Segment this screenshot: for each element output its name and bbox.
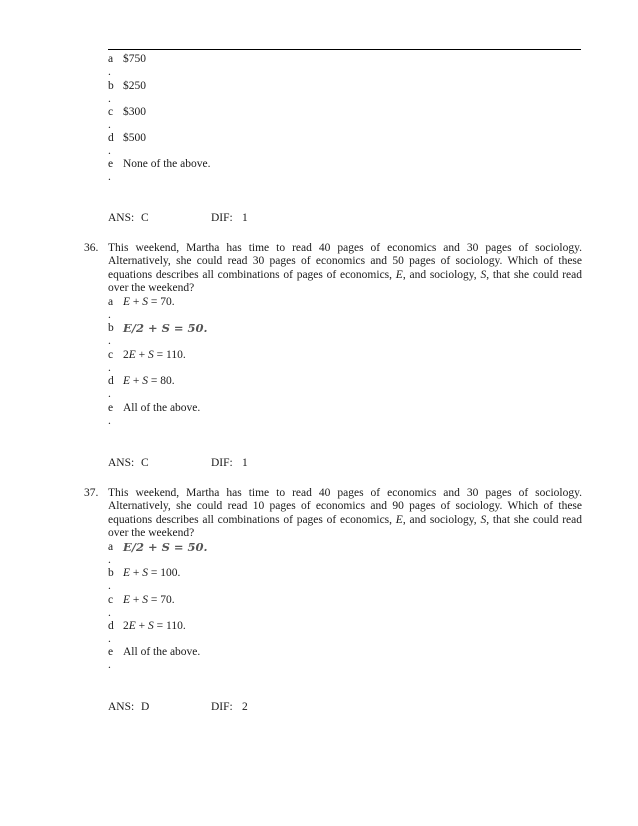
option-letter: a xyxy=(108,541,114,553)
answer-label: ANS: xyxy=(108,457,135,469)
stem-variable-e: E xyxy=(395,268,403,281)
stem-text: This weekend, Martha has time to read 40 pages of economics and 30 pages of sociology. Alternatively, she could read 10 pages of economics and 90 pages of sociology. Which of these equations describes all combinations of pages of economics, xyxy=(108,487,582,526)
question-number: 36. xyxy=(84,242,99,254)
option-dot: . xyxy=(108,607,111,619)
option-dot: . xyxy=(108,580,111,592)
option-letter: a xyxy=(108,53,114,65)
stem-text: , and sociology, xyxy=(402,513,481,526)
option-letter: b xyxy=(108,80,114,92)
difficulty-value: 2 xyxy=(242,701,248,713)
option-text: E + S = 70. xyxy=(123,296,175,308)
option-text: All of the above. xyxy=(123,402,201,414)
stem-variable-e: E xyxy=(395,513,403,526)
answer-label: ANS: xyxy=(108,212,135,224)
question-stem xyxy=(108,242,582,295)
option-letter: e xyxy=(108,646,114,658)
option-dot: . xyxy=(108,633,111,645)
option-text: 2E + S = 110. xyxy=(123,620,186,632)
option-math-image: E/2 + S = 50. xyxy=(123,540,208,554)
option-math-image: E/2 + S = 50. xyxy=(123,321,208,335)
difficulty-label: DIF: xyxy=(211,701,233,713)
option-dot: . xyxy=(108,659,111,671)
option-dot: . xyxy=(108,335,111,347)
option-text: All of the above. xyxy=(123,646,201,658)
option-text: $500 xyxy=(123,132,146,144)
answer-value: D xyxy=(141,701,150,713)
option-text: 2E + S = 110. xyxy=(123,349,186,361)
option-text: $300 xyxy=(123,106,146,118)
difficulty-value: 1 xyxy=(242,457,248,469)
difficulty-label: DIF: xyxy=(211,212,233,224)
option-letter: c xyxy=(108,106,114,118)
option-text: E + S = 70. xyxy=(123,594,175,606)
option-text: $750 xyxy=(123,53,146,65)
option-dot: . xyxy=(108,388,111,400)
option-letter: e xyxy=(108,402,114,414)
option-dot: . xyxy=(108,362,111,374)
stem-text: , that she could read over the weekend? xyxy=(108,513,583,539)
option-text: E + S = 100. xyxy=(123,567,181,579)
difficulty-label: DIF: xyxy=(211,457,233,469)
option-dot: . xyxy=(108,66,111,78)
question-stem xyxy=(108,487,582,540)
option-text: E + S = 80. xyxy=(123,375,175,387)
option-text: $250 xyxy=(123,80,146,92)
option-letter: b xyxy=(108,567,114,579)
stem-variable-s: S xyxy=(480,268,487,281)
option-dot: . xyxy=(108,145,111,157)
option-letter: d xyxy=(108,620,114,632)
option-letter: a xyxy=(108,296,114,308)
stem-variable-s: S xyxy=(480,513,487,526)
option-letter: d xyxy=(108,132,114,144)
option-letter: e xyxy=(108,158,114,170)
top-divider xyxy=(108,49,581,50)
option-dot: . xyxy=(108,415,111,427)
option-dot: . xyxy=(108,119,111,131)
difficulty-value: 1 xyxy=(242,212,248,224)
option-letter: d xyxy=(108,375,114,387)
option-dot: . xyxy=(108,554,111,566)
option-letter: c xyxy=(108,349,114,361)
option-dot: . xyxy=(108,93,111,105)
stem-text: , and sociology, xyxy=(402,268,481,281)
stem-text: This weekend, Martha has time to read 40 pages of economics and 30 pages of sociology. Alternatively, she could read 30 pages of economics and 50 pages of sociology. Which of these equations describes all combinations of pages of economics, xyxy=(108,242,582,281)
answer-value: C xyxy=(141,457,149,469)
option-dot: . xyxy=(108,171,111,183)
answer-label: ANS: xyxy=(108,701,135,713)
answer-value: C xyxy=(141,212,149,224)
option-letter: b xyxy=(108,322,114,334)
option-dot: . xyxy=(108,309,111,321)
option-letter: c xyxy=(108,594,114,606)
stem-text: , that she could read over the weekend? xyxy=(108,268,583,294)
question-number: 37. xyxy=(84,487,99,499)
option-text: None of the above. xyxy=(123,158,211,170)
